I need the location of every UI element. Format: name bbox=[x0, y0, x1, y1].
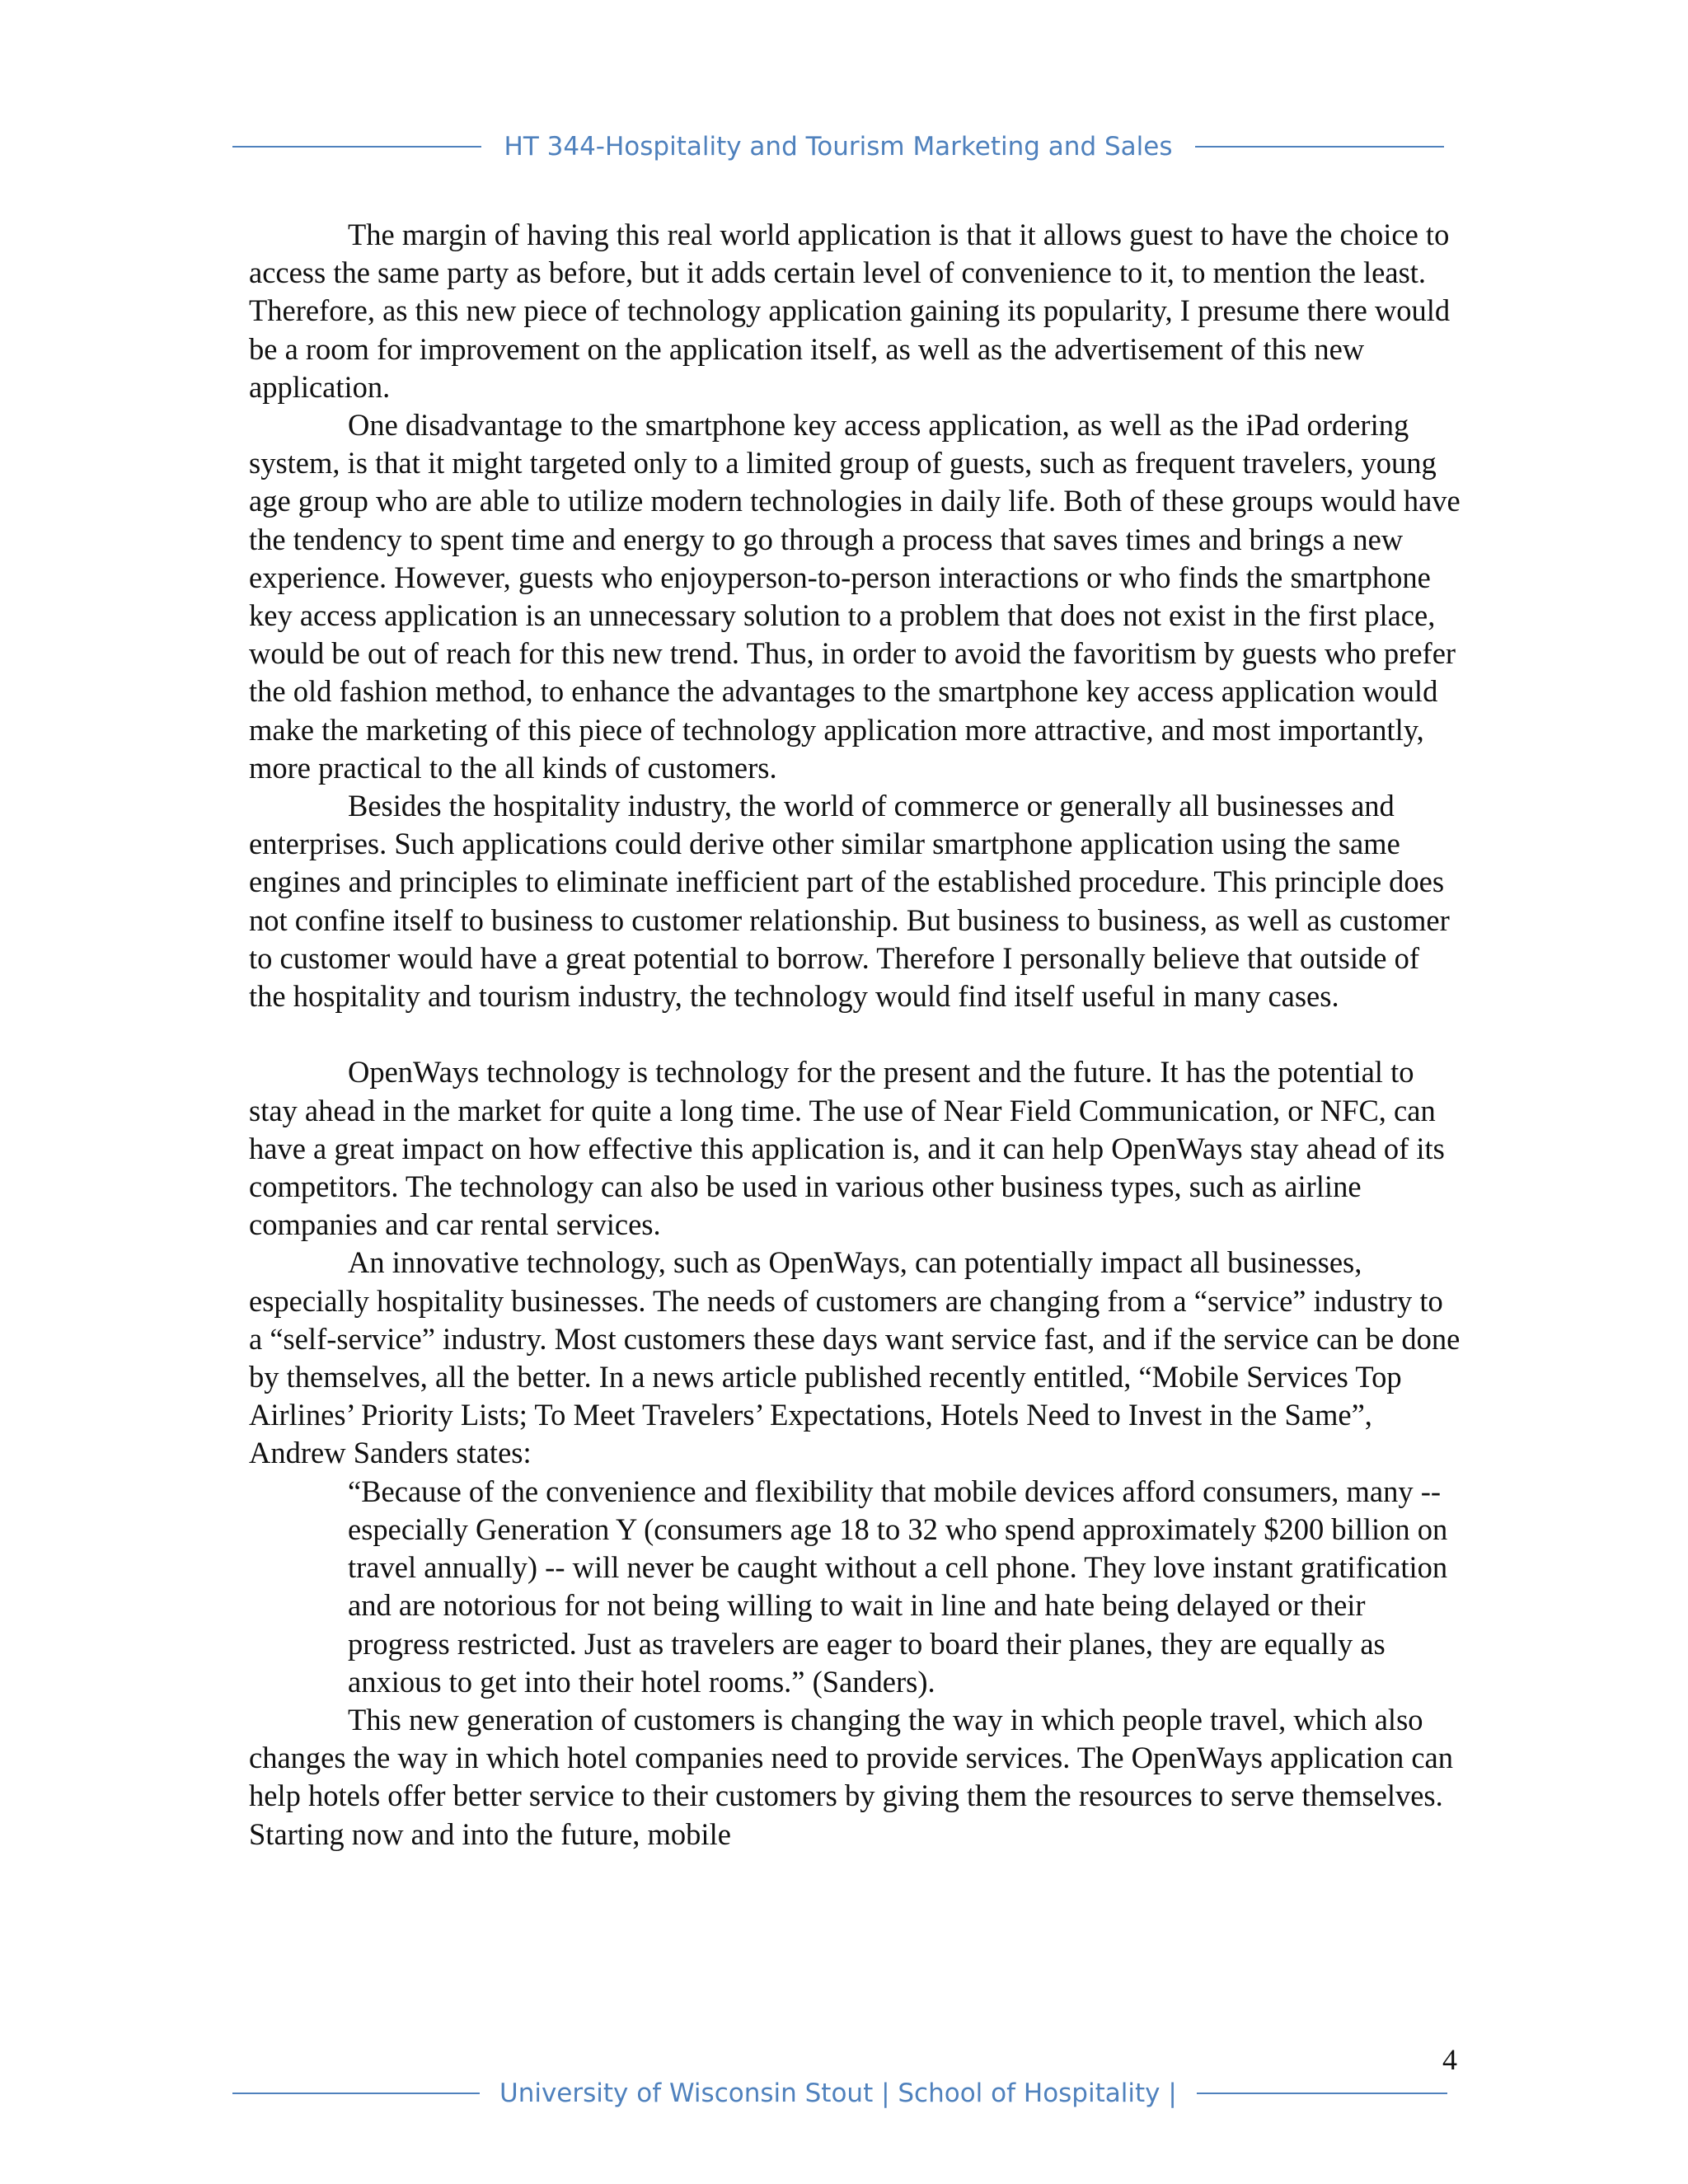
body-text bbox=[249, 216, 1461, 1854]
header-rule-left bbox=[232, 146, 481, 148]
paragraph: The margin of having this real world application is that it allows guest to have the choice to access the same party as before, but it adds certain level of convenience to it, to mention the least. Therefore, as this new piece of technology application gaining its popularity, I presume there would be a room for improvement on the application itself, as well as the advertisement of this new application. bbox=[249, 218, 1451, 404]
blank-line bbox=[249, 1015, 1461, 1053]
block-quote: “Because of the convenience and flexibility that mobile devices afford consumers, many -- especially Generation Y (consumers age 18 to 32 who spend approximately $200 billion on travel annually) -- will never be caught without a cell phone. They love instant gratification and are notorious for not being willing to wait in line and hate being delayed or their progress restricted. Just as travelers are eager to board their planes, they are equally as anxious to get into their hotel rooms.” (Sanders). bbox=[348, 1474, 1448, 1699]
footer-rule-right bbox=[1197, 2093, 1447, 2094]
page-header bbox=[232, 122, 1444, 171]
running-title: HT 344-Hospitality and Tourism Marketing and Sales bbox=[504, 132, 1173, 162]
page-footer bbox=[232, 2069, 1459, 2118]
paragraph: This new generation of customers is changing the way in which people travel, which also changes the way in which hotel companies need to provide services. The OpenWays application can help hotels offer better service to their customers by giving them the resources to serve themselves. Starting now and into the future, mobile bbox=[249, 1702, 1453, 1851]
page-number: 4 bbox=[1442, 2043, 1457, 2076]
footer-text: University of Wisconsin Stout | School of Hospitality | bbox=[499, 2079, 1177, 2108]
paragraph: OpenWays technology is technology for the present and the future. It has the potential to stay ahead in the market for quite a long time. The use of Near Field Communication, or NFC, can have a great impact on how effective this application is, and it can help OpenWays stay ahead of its competitors. The technology can also be used in various other business types, such as airline companies and car rental services. bbox=[249, 1055, 1445, 1242]
paragraph: One disadvantage to the smartphone key access application, as well as the iPad ordering system, is that it might targeted only to a limited group of guests, such as frequent travelers, young age group who are able to utilize modern technologies in daily life. Both of these groups would have the tendency to spent time and energy to go through a process that saves times and brings a new experience. However, guests who enjoyperson-to-person interactions or who finds the smartphone key access application is an unnecessary solution to a problem that does not exist in the first place, would be out of reach for this new trend. Thus, in order to avoid the favoritism by guests who prefer the old fashion method, to enhance the advantages to the smartphone key access application would make the marketing of this piece of technology application more attractive, and most importantly, more practical to the all kinds of customers. bbox=[249, 408, 1461, 785]
header-rule-right bbox=[1195, 146, 1444, 148]
footer-rule-left bbox=[232, 2093, 480, 2094]
paragraph: An innovative technology, such as OpenWays, can potentially impact all businesses, especially hospitality businesses. The needs of customers are changing from a “service” industry to a “self-service” industry. Most customers these days want service fast, and if the service can be done by themselves, all the better. In a news article published recently entitled, “Mobile Services Top Airlines’ Priority Lists; To Meet Travelers’ Expectations, Hotels Need to Invest in the Same”, Andrew Sanders states: bbox=[249, 1245, 1461, 1470]
paragraph: Besides the hospitality industry, the world of commerce or generally all businesses and enterprises. Such applications could derive other similar smartphone application using the same engines and principles to eliminate inefficient part of the established procedure. This principle does not confine itself to business to customer relationship. But business to business, as well as customer to customer would have a great potential to borrow. Therefore I personally believe that outside of the hospitality and tourism industry, the technology would find itself useful in many cases. bbox=[249, 789, 1450, 1014]
